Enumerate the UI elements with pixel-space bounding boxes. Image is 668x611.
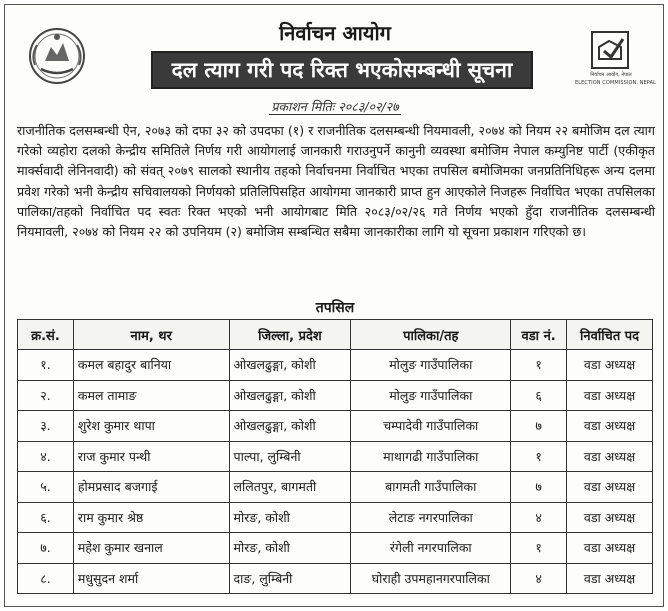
cell-district: ओखलढुङ्गा, कोशी — [229, 350, 351, 381]
header-name: नाम, थर — [73, 320, 229, 350]
cell-serial: ८. — [18, 563, 74, 594]
cell-municipality: माथागढी गाउँपालिका — [351, 441, 511, 472]
logo-subtitle-np: निर्वाचन आयोग, नेपाल — [590, 72, 632, 78]
cell-municipality: मोलुङ गाउँपालिका — [351, 350, 511, 381]
cell-name: राज कुमार पन्थी — [73, 441, 229, 472]
cell-municipality: बागमती गाउँपालिका — [351, 472, 511, 503]
cell-post: वडा अध्यक्ष — [567, 380, 653, 411]
publication-date-text: प्रकाशन मितिः २०८३/०२/२७ — [271, 99, 399, 114]
notice-title: दल त्याग गरी पद रिक्त भएकोसम्बन्धी सूचना — [171, 58, 513, 82]
header-district: जिल्ला, प्रदेश — [229, 320, 351, 350]
table-row — [18, 533, 653, 564]
cell-municipality: घोराही उपमहानगरपालिका — [351, 563, 511, 594]
cell-municipality: मोलुङ गाउँपालिका — [351, 380, 511, 411]
publication-date — [5, 98, 665, 115]
cell-ward: ४ — [511, 563, 567, 594]
cell-serial: ५. — [18, 472, 74, 503]
header-post: निर्वाचित पद — [567, 320, 653, 350]
cell-post: वडा अध्यक्ष — [567, 350, 653, 381]
cell-serial: ४. — [18, 441, 74, 472]
notice-title-banner — [151, 51, 533, 89]
cell-name: महेश कुमार खनाल — [73, 533, 229, 564]
cell-ward: ७ — [511, 472, 567, 503]
cell-ward: १ — [511, 441, 567, 472]
header-ward: वडा नं. — [511, 320, 567, 350]
cell-municipality: चम्पादेवी गाउँपालिका — [351, 411, 511, 442]
cell-municipality: लेटाङ नगरपालिका — [351, 502, 511, 533]
cell-serial: ३. — [18, 411, 74, 442]
cell-post: वडा अध्यक्ष — [567, 533, 653, 564]
cell-ward: ७ — [511, 411, 567, 442]
cell-ward: १ — [511, 350, 567, 381]
header-municipality: पालिका/तह — [351, 320, 511, 350]
cell-post: वडा अध्यक्ष — [567, 563, 653, 594]
representatives-table — [17, 319, 653, 594]
cell-district: मोरङ, कोशी — [229, 502, 351, 533]
cell-ward: ४ — [511, 502, 567, 533]
table-row — [18, 380, 653, 411]
cell-district: मोरङ, कोशी — [229, 533, 351, 564]
cell-district: ओखलढुङ्गा, कोशी — [229, 380, 351, 411]
cell-municipality: रंगेली नगरपालिका — [351, 533, 511, 564]
table-row — [18, 350, 653, 381]
logo-subtitle-en: ELECTION COMMISSION, NEPAL — [575, 80, 656, 86]
cell-serial: १. — [18, 350, 74, 381]
table-row — [18, 441, 653, 472]
cell-ward: ६ — [511, 380, 567, 411]
table-header-row — [18, 320, 653, 350]
org-title: निर्वाचन आयोग — [279, 21, 391, 45]
cell-name: होमप्रसाद बजगाई — [73, 472, 229, 503]
table-caption: तपसिल — [315, 300, 355, 316]
cell-post: वडा अध्यक्ष — [567, 441, 653, 472]
table-row — [18, 563, 653, 594]
cell-district: ओखलढुङ्गा, कोशी — [229, 411, 351, 442]
cell-ward: १ — [511, 533, 567, 564]
cell-post: वडा अध्यक्ष — [567, 411, 653, 442]
notice-document — [4, 4, 664, 607]
cell-district: दाङ, लुम्बिनी — [229, 563, 351, 594]
cell-name: राम कुमार श्रेष्ठ — [73, 502, 229, 533]
cell-post: वडा अध्यक्ष — [567, 502, 653, 533]
cell-name: मधुसुदन शर्मा — [73, 563, 229, 594]
table-row — [18, 411, 653, 442]
cell-serial: २. — [18, 380, 74, 411]
notice-paragraph: राजनीतिक दलसम्बन्धी ऐन, २०७३ को दफा ३२ को उपदफा (१) र राजनीतिक दलसम्बन्धी नियमावली, २०७४ को नियम २२ बमोजिम दल त्याग गरेको व्यहोरा दलको केन्द्रीय समितिले निर्णय गरी आयोगलाई जानकारी गराउनुपर्ने कानुनी व्यवस्था बमोजिम नेपाल कम्युनिष्ट पार्टी (एकीकृत मार्क्सवादी लेनिनवादी) को संवत् २०७९ सालको स्थानीय तहको निर्वाचनमा निर्वाचित भएका तपसिल बमोजिमका जनप्रतिनिधिहरू अन्य दलमा प्रवेश गरेको भनी केन्द्रीय सचिवालयको निर्णयको प्रतिलिपिसहित आयोगमा जानकारी प्राप्त हुन आएकोले निजहरू निर्वाचित भएका तपसिलका पालिका/तहको निर्वाचित पद स्वतः रिक्त भएको भनी आयोगबाट मिति २०८३/०२/२६ गते निर्णय भएको हुँदा राजनीतिक दलसम्बन्धी नियमावली, २०७४ को नियम २२ को उपनियम (२) बमोजिम सम्बन्धित सबैमा जानकारीका लागि यो सूचना प्रकाशन गरिएको छ। — [17, 123, 655, 240]
cell-serial: ६. — [18, 502, 74, 533]
table-row — [18, 502, 653, 533]
cell-district: ललितपुर, बागमती — [229, 472, 351, 503]
cell-name: शुरेश कुमार थापा — [73, 411, 229, 442]
cell-serial: ७. — [18, 533, 74, 564]
cell-name: कमल तामाङ — [73, 380, 229, 411]
table-row — [18, 472, 653, 503]
header-serial: क्र.सं. — [18, 320, 74, 350]
cell-post: वडा अध्यक्ष — [567, 472, 653, 503]
cell-district: पाल्पा, लुम्बिनी — [229, 441, 351, 472]
cell-name: कमल बहादुर बानिया — [73, 350, 229, 381]
